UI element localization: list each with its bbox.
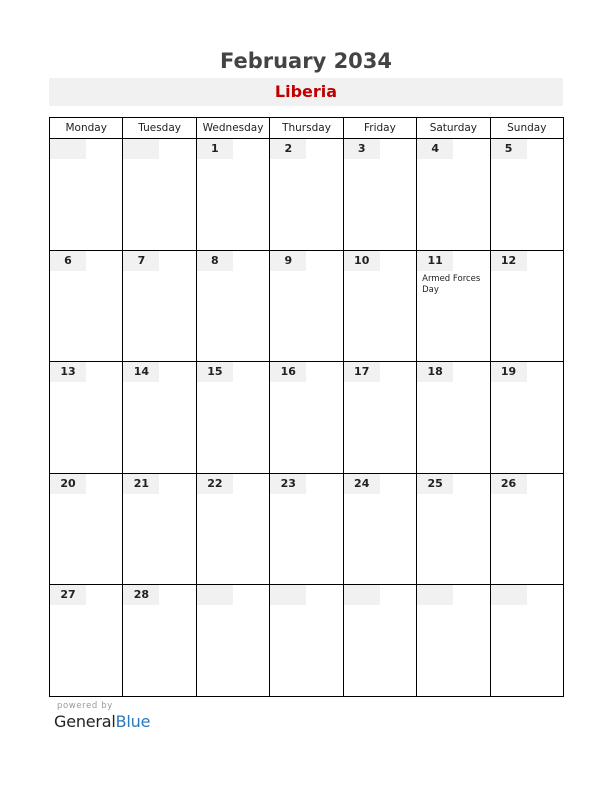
day-cell [197, 474, 270, 586]
brand-general-text: General [54, 712, 116, 731]
weekday-header-wednesday: Wednesday [197, 118, 270, 139]
day-number: 16 [270, 362, 306, 382]
country-banner [49, 78, 563, 106]
day-number: 26 [491, 474, 527, 494]
day-cell [344, 139, 417, 251]
page-title: February 2034 [219, 49, 393, 73]
day-number: 21 [123, 474, 159, 494]
day-cell [344, 362, 417, 474]
day-number: 2 [270, 139, 306, 159]
day-cell [123, 474, 196, 586]
day-cell [491, 139, 564, 251]
powered-by-label: powered by [57, 701, 113, 711]
calendar-grid [49, 117, 564, 697]
weekday-header-tuesday: Tuesday [123, 118, 196, 139]
day-cell [491, 585, 564, 697]
day-number [491, 585, 527, 605]
day-cell [491, 474, 564, 586]
day-number: 15 [197, 362, 233, 382]
country-name: Liberia [274, 82, 338, 101]
day-cell [417, 251, 490, 363]
day-cell [270, 362, 343, 474]
day-cell [50, 251, 123, 363]
day-cell [270, 474, 343, 586]
day-number: 10 [344, 251, 380, 271]
day-number: 4 [417, 139, 453, 159]
day-number: 1 [197, 139, 233, 159]
day-number: 19 [491, 362, 527, 382]
weekday-header-monday: Monday [50, 118, 123, 139]
day-number: 14 [123, 362, 159, 382]
day-cell [50, 139, 123, 251]
weekday-header-row [50, 118, 564, 139]
day-number [270, 585, 306, 605]
day-number: 13 [50, 362, 86, 382]
day-number: 17 [344, 362, 380, 382]
day-number: 11 [417, 251, 453, 271]
day-number [50, 139, 86, 159]
day-cell [50, 474, 123, 586]
day-number: 7 [123, 251, 159, 271]
day-cell [123, 139, 196, 251]
generalblue-logo[interactable] [54, 712, 150, 732]
day-cell [491, 362, 564, 474]
day-cell [197, 585, 270, 697]
day-number: 8 [197, 251, 233, 271]
day-number: 23 [270, 474, 306, 494]
day-cell [491, 251, 564, 363]
brand-blue-text: Blue [115, 712, 151, 731]
day-cell [417, 139, 490, 251]
day-cell [50, 362, 123, 474]
day-number [344, 585, 380, 605]
day-cell [344, 474, 417, 586]
day-cell [197, 139, 270, 251]
day-number: 27 [50, 585, 86, 605]
day-number [197, 585, 233, 605]
day-cell [197, 251, 270, 363]
holiday-label: Armed Forces Day [422, 273, 481, 295]
day-number: 6 [50, 251, 86, 271]
day-number: 24 [344, 474, 380, 494]
day-cell [123, 251, 196, 363]
weekday-header-saturday: Saturday [417, 118, 490, 139]
day-cell [344, 585, 417, 697]
day-cell [270, 585, 343, 697]
day-cell [123, 362, 196, 474]
weekday-header-sunday: Sunday [491, 118, 564, 139]
day-number [417, 585, 453, 605]
day-number: 22 [197, 474, 233, 494]
day-number: 5 [491, 139, 527, 159]
day-cell [417, 474, 490, 586]
day-number [123, 139, 159, 159]
day-number: 20 [50, 474, 86, 494]
day-number: 9 [270, 251, 306, 271]
day-cell [417, 585, 490, 697]
day-cell [270, 139, 343, 251]
weekday-header-thursday: Thursday [270, 118, 343, 139]
day-number: 25 [417, 474, 453, 494]
day-number: 3 [344, 139, 380, 159]
day-cell [50, 585, 123, 697]
calendar-weeks [50, 139, 564, 697]
day-number: 12 [491, 251, 527, 271]
day-cell [344, 251, 417, 363]
day-number: 18 [417, 362, 453, 382]
day-number: 28 [123, 585, 159, 605]
day-cell [270, 251, 343, 363]
weekday-header-friday: Friday [344, 118, 417, 139]
day-cell [123, 585, 196, 697]
day-cell [197, 362, 270, 474]
day-cell [417, 362, 490, 474]
